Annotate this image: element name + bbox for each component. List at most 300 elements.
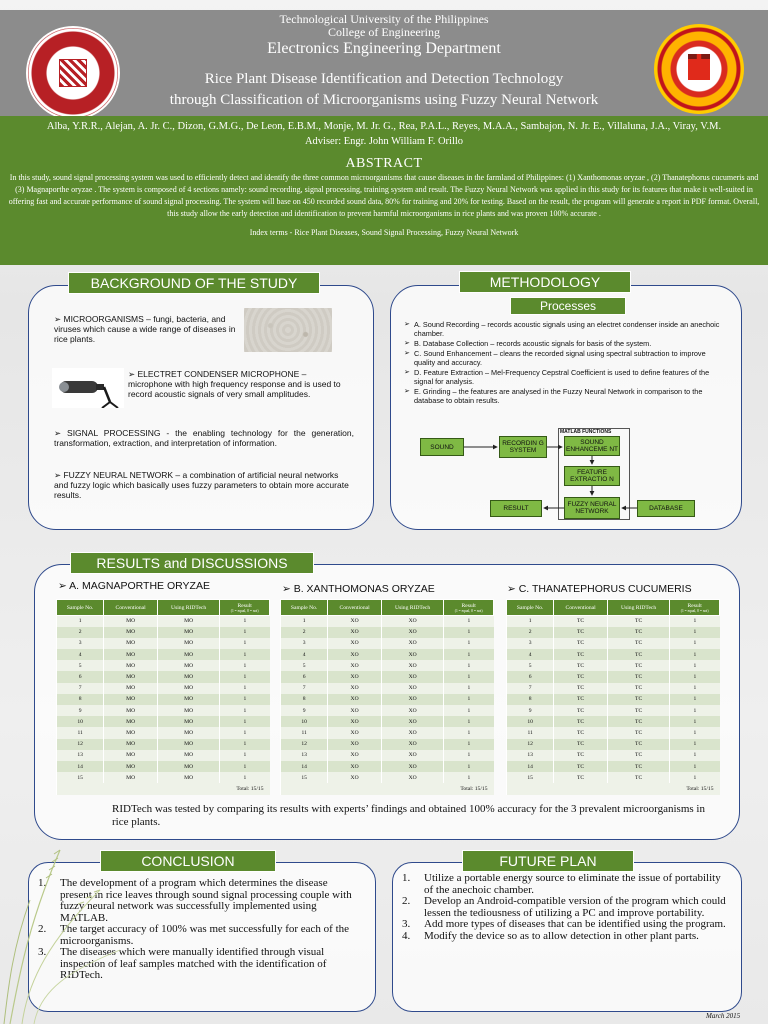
- table-row: [507, 750, 720, 761]
- table-cell: 11: [507, 727, 554, 738]
- table-cell: 6: [507, 671, 554, 682]
- table-row: [57, 727, 270, 738]
- table-cell: MO: [157, 750, 219, 761]
- table-cell: TC: [554, 761, 608, 772]
- table-cell: 15: [281, 772, 328, 783]
- table-cell: 14: [281, 761, 328, 772]
- table-header-cell: Sample No.: [57, 600, 104, 616]
- table-cell: MO: [104, 705, 158, 716]
- table-row: [57, 616, 270, 627]
- table-cell: 1: [220, 727, 270, 738]
- table-cell: XO: [328, 739, 382, 750]
- table-cell: TC: [607, 649, 669, 660]
- table-row: [281, 772, 494, 783]
- table-cell: TC: [607, 772, 669, 783]
- table-cell: 12: [281, 739, 328, 750]
- table-header-cell: Result (1 = equal, 0 = not): [670, 600, 720, 616]
- table-cell: 13: [281, 750, 328, 761]
- table-cell: TC: [554, 716, 608, 727]
- future-plan-item: 3. Add more types of diseases that can be identified using the program.: [402, 918, 726, 930]
- table-cell: TC: [554, 705, 608, 716]
- microorganism-photo: [244, 308, 332, 352]
- bullet-arrow-icon: ➢: [128, 369, 138, 379]
- diagram-enhancement-box: SOUND ENHANCEME NT: [564, 436, 620, 456]
- table-cell: 1: [444, 616, 494, 627]
- table-cell: TC: [607, 761, 669, 772]
- table-row: [57, 739, 270, 750]
- table-cell: 10: [281, 716, 328, 727]
- table-row: [281, 627, 494, 638]
- table-cell: 2: [507, 627, 554, 638]
- table-cell: 5: [281, 660, 328, 671]
- table-cell: 1: [444, 638, 494, 649]
- table-cell: 1: [670, 694, 720, 705]
- table-cell: XO: [328, 671, 382, 682]
- table-cell: 1: [220, 627, 270, 638]
- table-cell: XO: [328, 660, 382, 671]
- table-cell: MO: [104, 649, 158, 660]
- table-cell: 13: [57, 750, 104, 761]
- table-cell: 1: [444, 716, 494, 727]
- table-cell: 4: [507, 649, 554, 660]
- process-step: ➢ A. Sound Recording – records acoustic signals using an electret condenser inside an anechoic chamber.: [404, 320, 726, 338]
- table-cell: 1: [444, 727, 494, 738]
- table-row: [507, 716, 720, 727]
- table-cell: 9: [281, 705, 328, 716]
- process-steps-list: [404, 320, 726, 406]
- table-cell: 7: [281, 683, 328, 694]
- department-name: Electronics Engineering Department: [267, 40, 501, 57]
- table-cell: 7: [57, 683, 104, 694]
- table-cell: 4: [281, 649, 328, 660]
- table-cell: XO: [328, 627, 382, 638]
- table-cell: 8: [281, 694, 328, 705]
- table-cell: 1: [670, 671, 720, 682]
- table-cell: TC: [607, 660, 669, 671]
- table-cell: XO: [381, 660, 443, 671]
- table-cell: 1: [444, 683, 494, 694]
- table-cell: XO: [328, 772, 382, 783]
- table-row: [281, 616, 494, 627]
- table-cell: TC: [554, 694, 608, 705]
- table-cell: TC: [607, 671, 669, 682]
- future-plan-list: [402, 873, 732, 942]
- table-total-row: [281, 783, 494, 794]
- bullet-arrow-icon: ➢: [54, 314, 64, 324]
- table-row: [57, 649, 270, 660]
- bullet-arrow-icon: ➢: [54, 470, 64, 480]
- table-cell: 12: [507, 739, 554, 750]
- table-header-cell: Result (1 = equal, 0 = not): [220, 600, 270, 616]
- table-cell: MO: [104, 683, 158, 694]
- future-plan-item: 2. Develop an Android-compatible version of the program which could lessen the tediousness of utilizing a PC and improve portability.: [402, 895, 726, 919]
- table-cell: TC: [607, 616, 669, 627]
- table-row: [57, 660, 270, 671]
- table-row: [57, 638, 270, 649]
- table-cell: 1: [220, 616, 270, 627]
- table-cell: XO: [328, 716, 382, 727]
- table-cell: MO: [157, 772, 219, 783]
- table-cell: XO: [381, 627, 443, 638]
- table-row: [281, 739, 494, 750]
- table-cell: TC: [554, 772, 608, 783]
- abstract-body: In this study, sound signal processing system was used to efficiently detect and identify the three common microorganisms that cause diseases in the farmland of Philippines: (1) Xanthomonas oryzae , (2) Thanatephorus cucumeris and (3) Magnaporthe oryzae . The system is composed of 4 sections namely: sound recording, signal processing, training system and result. The Fuzzy Neural Network was applied in this study for its features that make it well-suited in offering fast and accurate performance of sound signal processing. The system will base on 450 recorded sound data, 80% for training and 20% for testing. Based on the result, the program will generate a report in PDF format. Overall, this study allow the early detection and identification to prevent harmful microorganisms in rice plants and was proven 100% accurate .: [8, 173, 760, 218]
- table-cell: 1: [670, 638, 720, 649]
- table-row: [507, 727, 720, 738]
- table-cell: 2: [281, 627, 328, 638]
- table-cell: 1: [670, 750, 720, 761]
- table-row: [507, 649, 720, 660]
- table-cell: XO: [381, 739, 443, 750]
- table-cell: 1: [220, 716, 270, 727]
- table-cell: XO: [328, 761, 382, 772]
- table-cell: MO: [157, 660, 219, 671]
- table-cell: 1: [444, 660, 494, 671]
- table-cell: 1: [444, 671, 494, 682]
- table-cell: MO: [104, 750, 158, 761]
- process-step: ➢ E. Grinding – the features are analysed in the Fuzzy Neural Network in comparison to the database to obtain results.: [404, 387, 726, 405]
- table-cell: 3: [281, 638, 328, 649]
- table-row: [281, 660, 494, 671]
- table-row: [507, 705, 720, 716]
- table-cell: MO: [157, 638, 219, 649]
- table-cell: 1: [220, 705, 270, 716]
- table-cell: XO: [328, 750, 382, 761]
- table-row: [281, 683, 494, 694]
- table-cell: 1: [220, 649, 270, 660]
- table-row: [281, 705, 494, 716]
- table-header-cell: Using RIDTech: [607, 600, 669, 616]
- table-cell: XO: [381, 716, 443, 727]
- conclusion-heading: CONCLUSION: [100, 850, 276, 872]
- table-cell: MO: [104, 727, 158, 738]
- table-cell: 1: [444, 772, 494, 783]
- table-cell: XO: [328, 694, 382, 705]
- table-cell: MO: [157, 716, 219, 727]
- poster-date: March 2015: [706, 1012, 741, 1020]
- table-cell: 1: [57, 616, 104, 627]
- conclusion-list: [38, 878, 358, 982]
- table-cell: 1: [670, 727, 720, 738]
- table-cell: 1: [670, 660, 720, 671]
- table-cell: 9: [507, 705, 554, 716]
- table-row: [57, 683, 270, 694]
- table-row: [281, 638, 494, 649]
- table-row: [57, 671, 270, 682]
- table-cell: XO: [328, 705, 382, 716]
- table-cell: MO: [104, 638, 158, 649]
- table-cell: 1: [670, 683, 720, 694]
- table-row: [507, 616, 720, 627]
- table-row: [507, 739, 720, 750]
- table-header-cell: Using RIDTech: [381, 600, 443, 616]
- table-cell: 11: [281, 727, 328, 738]
- table-cell: 1: [670, 705, 720, 716]
- table-row: [57, 705, 270, 716]
- table-cell: TC: [607, 694, 669, 705]
- table-cell: XO: [381, 727, 443, 738]
- table-cell: MO: [157, 649, 219, 660]
- bullet-arrow-icon: ➢: [507, 583, 519, 595]
- table-row: [281, 671, 494, 682]
- table-cell: TC: [554, 616, 608, 627]
- college-name: College of Engineering: [328, 25, 440, 39]
- diagram-sound-box: SOUND: [420, 438, 464, 456]
- table-header-cell: Result (1 = equal, 0 = not): [444, 600, 494, 616]
- table-cell: MO: [104, 694, 158, 705]
- table-cell: 1: [220, 683, 270, 694]
- table-cell: XO: [381, 649, 443, 660]
- process-step: ➢ C. Sound Enhancement – cleans the recorded signal using spectral subtraction to improve quality and accuracy.: [404, 349, 726, 367]
- table-cell: 1: [670, 627, 720, 638]
- abstract-section: [0, 154, 768, 265]
- table-cell: TC: [554, 660, 608, 671]
- processes-subheading: Processes: [510, 297, 626, 315]
- table-cell: 7: [507, 683, 554, 694]
- table-cell: TC: [607, 638, 669, 649]
- university-seal-logo: [26, 26, 120, 120]
- table-row: [507, 683, 720, 694]
- bullet-signal-processing: ➢ SIGNAL PROCESSING - the enabling technology for the generation, transformation, extraction, and interpretation of information.: [54, 428, 354, 448]
- table-cell: XO: [381, 616, 443, 627]
- diagram-extraction-box: FEATURE EXTRACTIO N: [564, 466, 620, 486]
- table-cell: 3: [57, 638, 104, 649]
- table-row: [57, 694, 270, 705]
- table-cell: MO: [157, 694, 219, 705]
- table-row: [57, 627, 270, 638]
- table-cell: 1: [220, 739, 270, 750]
- index-terms: Index terms - Rice Plant Diseases, Sound Signal Processing, Fuzzy Neural Network: [249, 228, 519, 237]
- table-cell: 10: [57, 716, 104, 727]
- table-cell: 1: [507, 616, 554, 627]
- table-row: [507, 761, 720, 772]
- table-cell: 1: [444, 705, 494, 716]
- table-total: Total: 15/15: [281, 783, 494, 794]
- table-cell: 8: [507, 694, 554, 705]
- table-cell: XO: [381, 671, 443, 682]
- table-cell: MO: [157, 727, 219, 738]
- university-name: Technological University of the Philippines: [279, 12, 489, 26]
- adviser-name: Adviser: Engr. John William F. Orillo: [304, 136, 464, 147]
- table-cell: 13: [507, 750, 554, 761]
- table-header-cell: Sample No.: [507, 600, 554, 616]
- table-cell: MO: [157, 683, 219, 694]
- diagram-recording-box: RECORDIN G SYSTEM: [499, 436, 547, 458]
- table-row: [507, 671, 720, 682]
- author-names: Alba, Y.R.R., Alejan, A. Jr. C., Dizon, G.M.G., De Leon, E.B.M., Monje, M. Jr. G., Rea, P.A.L., Reyes, M.A.A., Sambajon, N. Jr. E., Villaluna, J.A., Viray, V.M.: [46, 121, 722, 132]
- table-cell: MO: [157, 671, 219, 682]
- table-cell: TC: [607, 683, 669, 694]
- table-cell: 4: [57, 649, 104, 660]
- table-cell: MO: [104, 660, 158, 671]
- table-header-cell: Conventional: [328, 600, 382, 616]
- table-cell: TC: [554, 649, 608, 660]
- table-cell: 1: [670, 739, 720, 750]
- table-row: [281, 727, 494, 738]
- bullet-microphone: ➢ ELECTRET CONDENSER MICROPHONE – microphone with high frequency response and is used to record acoustic signals of very small amplitudes.: [128, 369, 341, 399]
- table-cell: 15: [507, 772, 554, 783]
- table-row: [57, 716, 270, 727]
- table-total-row: [57, 783, 270, 794]
- table-cell: MO: [157, 761, 219, 772]
- table-row: [281, 716, 494, 727]
- abstract-heading: ABSTRACT: [345, 156, 423, 171]
- bullet-arrow-icon: ➢: [54, 428, 68, 438]
- table-header-cell: Conventional: [554, 600, 608, 616]
- results-table-magnaporthe: [56, 599, 270, 795]
- table-row: [507, 627, 720, 638]
- results-heading: RESULTS and DISCUSSIONS: [70, 552, 314, 574]
- table-header-cell: Using RIDTech: [157, 600, 219, 616]
- table-cell: XO: [381, 750, 443, 761]
- table-cell: TC: [554, 739, 608, 750]
- table-cell: 1: [670, 772, 720, 783]
- future-plan-heading: FUTURE PLAN: [462, 850, 634, 872]
- table-cell: MO: [157, 627, 219, 638]
- table-cell: 5: [507, 660, 554, 671]
- table-cell: 1: [444, 750, 494, 761]
- table-cell: 1: [220, 660, 270, 671]
- table-cell: 2: [57, 627, 104, 638]
- table-cell: 1: [670, 616, 720, 627]
- poster-title-line1: Rice Plant Disease Identification and Detection Technology: [204, 71, 564, 87]
- table-cell: XO: [328, 649, 382, 660]
- table-row: [507, 772, 720, 783]
- matlab-functions-label: MATLAB FUNCTIONS: [560, 429, 612, 435]
- table-row: [281, 750, 494, 761]
- bullet-fuzzy-network: ➢ FUZZY NEURAL NETWORK – a combination of artificial neural networks and fuzzy logic which basically uses fuzzy parameters to obtain more accurate results.: [54, 470, 349, 500]
- methodology-heading: METHODOLOGY: [459, 271, 631, 293]
- table-cell: 15: [57, 772, 104, 783]
- table-header-cell: Sample No.: [281, 600, 328, 616]
- background-heading: BACKGROUND OF THE STUDY: [68, 272, 320, 294]
- diagram-fuzzy-box: FUZZY NEURAL NETWORK: [564, 497, 620, 519]
- table-row: [281, 694, 494, 705]
- table-cell: MO: [157, 616, 219, 627]
- table-cell: MO: [104, 627, 158, 638]
- table-cell: 10: [507, 716, 554, 727]
- table-row: [507, 660, 720, 671]
- bullet-microorganisms: ➢ MICROORGANISMS – fungi, bacteria, and viruses which cause a wide range of diseases in rice plants.: [54, 314, 236, 344]
- department-seal-logo: [654, 24, 744, 114]
- table-cell: 1: [220, 671, 270, 682]
- conclusion-item: 1. The development of a program which determines the disease present in rice leaves through sound signal processing couple with fuzzy neural network was successfully implemented using MATLAB.: [38, 877, 352, 924]
- table-cell: TC: [607, 705, 669, 716]
- bullet-arrow-icon: ➢: [282, 583, 294, 595]
- table-cell: XO: [381, 772, 443, 783]
- table-cell: XO: [381, 683, 443, 694]
- table-row: [507, 694, 720, 705]
- table-cell: 1: [220, 638, 270, 649]
- table-cell: MO: [104, 716, 158, 727]
- table-cell: MO: [104, 761, 158, 772]
- table-cell: TC: [554, 727, 608, 738]
- table-cell: MO: [157, 705, 219, 716]
- bullet-arrow-icon: ➢: [58, 580, 70, 592]
- table-cell: 1: [670, 716, 720, 727]
- diagram-database-box: DATABASE: [637, 500, 695, 517]
- table-cell: MO: [104, 772, 158, 783]
- table-cell: 14: [507, 761, 554, 772]
- table-cell: MO: [157, 739, 219, 750]
- table-cell: 1: [220, 761, 270, 772]
- table-cell: 1: [220, 750, 270, 761]
- table-cell: TC: [607, 716, 669, 727]
- table-cell: MO: [104, 739, 158, 750]
- future-plan-item: 1. Utilize a portable energy source to eliminate the issue of portability of the anechoic chamber.: [402, 872, 721, 896]
- table-row: [57, 761, 270, 772]
- table-cell: 11: [57, 727, 104, 738]
- table-cell: 1: [444, 649, 494, 660]
- table-cell: 1: [220, 772, 270, 783]
- table-total-row: [507, 783, 720, 794]
- results-summary: RIDTech was tested by comparing its results with experts’ findings and obtained 100% accuracy for the 3 prevalent microorganisms in rice plants.: [112, 803, 705, 828]
- authors-banner: [0, 116, 768, 154]
- table-total: Total: 15/15: [57, 783, 270, 794]
- table-cell: 1: [281, 616, 328, 627]
- table-cell: TC: [607, 750, 669, 761]
- table-cell: 6: [57, 671, 104, 682]
- table-cell: TC: [554, 638, 608, 649]
- process-step: ➢ B. Database Collection – records acoustic signals for basis of the system.: [404, 339, 726, 348]
- future-plan-item: 4. Modify the device so as to allow detection in other plant parts.: [402, 929, 699, 942]
- table-cell: TC: [554, 627, 608, 638]
- table-cell: MO: [104, 671, 158, 682]
- microphone-photo: [52, 368, 124, 408]
- table-row: [57, 772, 270, 783]
- diagram-result-box: RESULT: [490, 500, 542, 517]
- results-table-xanthomonas: [280, 599, 494, 795]
- table-cell: 8: [57, 694, 104, 705]
- table-cell: TC: [554, 683, 608, 694]
- table-cell: 1: [670, 761, 720, 772]
- table-header-cell: Conventional: [104, 600, 158, 616]
- table-cell: XO: [381, 694, 443, 705]
- table-cell: 1: [444, 739, 494, 750]
- table-cell: 9: [57, 705, 104, 716]
- process-step: ➢ D. Feature Extraction – Mel-Frequency Cepstral Coefficient is used to define features of the signal for analysis.: [404, 368, 726, 386]
- poster-title-line2: through Classification of Microorganisms using Fuzzy Neural Network: [169, 92, 599, 108]
- table-cell: TC: [607, 727, 669, 738]
- table-cell: XO: [381, 761, 443, 772]
- table-cell: 1: [444, 694, 494, 705]
- table-cell: XO: [328, 727, 382, 738]
- table-cell: 1: [220, 694, 270, 705]
- table-cell: 5: [57, 660, 104, 671]
- table-row: [281, 761, 494, 772]
- table-title-thanatephorus: ➢ C. THANATEPHORUS CUCUMERIS: [507, 583, 692, 595]
- table-title-magnaporthe: ➢ A. MAGNAPORTHE ORYZAE: [58, 580, 210, 592]
- table-cell: 6: [281, 671, 328, 682]
- table-cell: MO: [104, 616, 158, 627]
- table-total: Total: 15/15: [507, 783, 720, 794]
- results-table-thanatephorus: [506, 599, 720, 795]
- conclusion-item: 3. The diseases which were manually identified through visual inspection of leaf samples matched with the identification of RIDTech.: [38, 946, 327, 981]
- table-cell: TC: [607, 627, 669, 638]
- table-cell: XO: [381, 638, 443, 649]
- table-cell: TC: [554, 671, 608, 682]
- table-cell: 1: [444, 761, 494, 772]
- table-cell: 14: [57, 761, 104, 772]
- table-cell: 1: [444, 627, 494, 638]
- table-cell: XO: [381, 705, 443, 716]
- table-row: [507, 638, 720, 649]
- table-cell: XO: [328, 616, 382, 627]
- table-cell: TC: [554, 750, 608, 761]
- table-cell: 12: [57, 739, 104, 750]
- table-cell: 1: [670, 649, 720, 660]
- table-cell: XO: [328, 683, 382, 694]
